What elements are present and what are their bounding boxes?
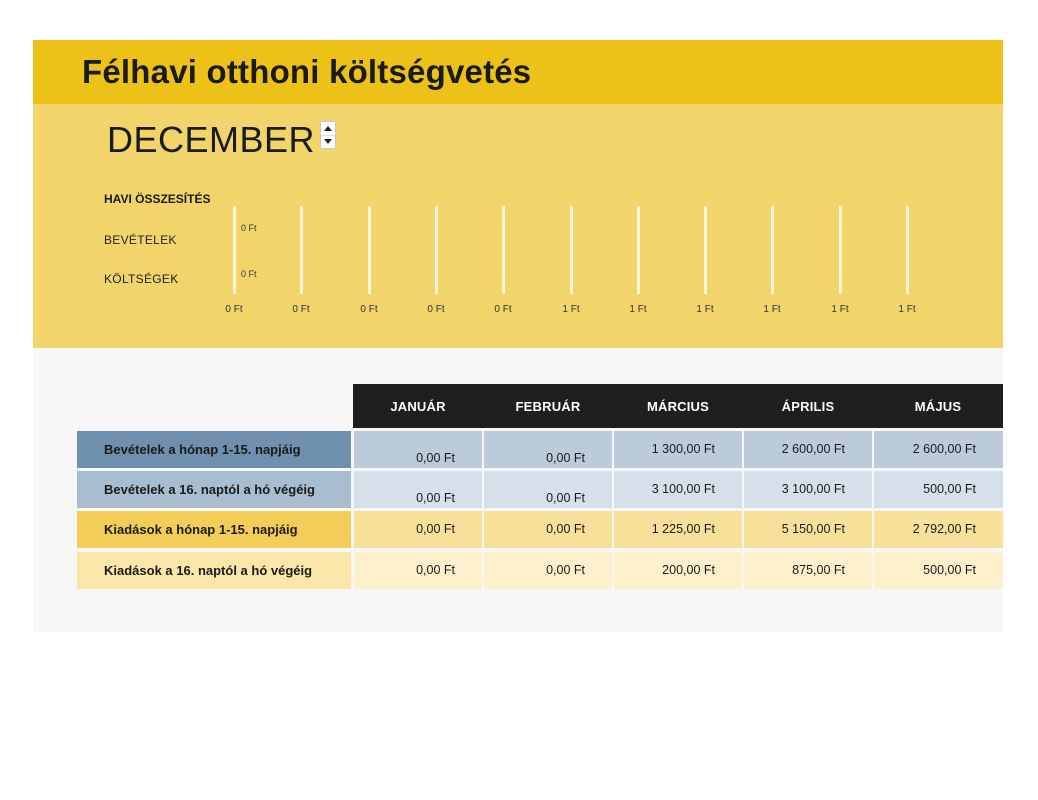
chevron-up-icon bbox=[324, 126, 332, 131]
axis-tick-label: 0 Ft bbox=[494, 304, 512, 315]
table-cell[interactable]: 0,00 Ft bbox=[354, 552, 482, 589]
table-cell[interactable]: 0,00 Ft bbox=[484, 511, 612, 548]
chart-gridline bbox=[368, 206, 371, 294]
chart-gridline bbox=[839, 206, 842, 294]
table-cell[interactable]: 875,00 Ft bbox=[744, 552, 872, 589]
table-cell[interactable]: 2 600,00 Ft bbox=[874, 431, 1003, 468]
table-cell[interactable]: 2 792,00 Ft bbox=[874, 511, 1003, 548]
chart-gridline bbox=[771, 206, 774, 294]
month-spinner[interactable] bbox=[320, 121, 336, 149]
axis-tick-label: 0 Ft bbox=[225, 304, 243, 315]
table-cell[interactable]: 2 600,00 Ft bbox=[744, 431, 872, 468]
row-label-income-first-half[interactable]: Bevételek a hónap 1-15. napjáig bbox=[77, 431, 351, 468]
table-cell[interactable]: 500,00 Ft bbox=[874, 552, 1003, 589]
summary-heading: HAVI ÖSSZESÍTÉS bbox=[104, 192, 211, 206]
chart-gridline bbox=[570, 206, 573, 294]
table-cell[interactable]: 0,00 Ft bbox=[484, 552, 612, 589]
row-label-expense-second-half[interactable]: Kiadások a 16. naptól a hó végéig bbox=[77, 552, 351, 589]
row-label-income-second-half[interactable]: Bevételek a 16. naptól a hó végéig bbox=[77, 471, 351, 508]
axis-tick-label: 0 Ft bbox=[360, 304, 378, 315]
axis-tick-label: 1 Ft bbox=[629, 304, 647, 315]
table-cell[interactable]: 1 225,00 Ft bbox=[614, 511, 742, 548]
title-bar bbox=[33, 40, 1003, 104]
spin-down-button[interactable] bbox=[321, 135, 335, 149]
table-cell[interactable]: 0,00 Ft bbox=[354, 431, 482, 468]
table-cell[interactable]: 0,00 Ft bbox=[484, 431, 612, 468]
chart-gridline bbox=[300, 206, 303, 294]
axis-tick-label: 0 Ft bbox=[292, 304, 310, 315]
table-cell[interactable]: 0,00 Ft bbox=[354, 471, 482, 508]
month-display: DECEMBER bbox=[107, 119, 316, 160]
income-bar-value: 0 Ft bbox=[241, 223, 257, 233]
table-cell[interactable]: 3 100,00 Ft bbox=[614, 471, 742, 508]
chart-gridline bbox=[637, 206, 640, 294]
chart-gridline bbox=[704, 206, 707, 294]
expense-bar-value: 0 Ft bbox=[241, 269, 257, 279]
axis-tick-label: 1 Ft bbox=[696, 304, 714, 315]
budget-sheet bbox=[33, 40, 1003, 632]
column-header-march: MÁRCIUS bbox=[613, 384, 743, 428]
axis-tick-label: 1 Ft bbox=[562, 304, 580, 315]
row-label-expense-first-half[interactable]: Kiadások a hónap 1-15. napjáig bbox=[77, 511, 351, 548]
axis-tick-label: 1 Ft bbox=[831, 304, 849, 315]
summary-label-expense: KÖLTSÉGEK bbox=[104, 272, 179, 286]
table-cell[interactable]: 1 300,00 Ft bbox=[614, 431, 742, 468]
column-header-january: JANUÁR bbox=[353, 384, 483, 428]
table-cell[interactable]: 5 150,00 Ft bbox=[744, 511, 872, 548]
chevron-down-icon bbox=[324, 139, 332, 144]
summary-label-income: BEVÉTELEK bbox=[104, 233, 177, 247]
axis-tick-label: 1 Ft bbox=[763, 304, 781, 315]
table-cell[interactable]: 500,00 Ft bbox=[874, 471, 1003, 508]
column-header-april: ÁPRILIS bbox=[743, 384, 873, 428]
column-header-may: MÁJUS bbox=[873, 384, 1003, 428]
column-header-february: FEBRUÁR bbox=[483, 384, 613, 428]
chart-gridline bbox=[435, 206, 438, 294]
table-cell[interactable]: 200,00 Ft bbox=[614, 552, 742, 589]
table-cell[interactable]: 0,00 Ft bbox=[484, 471, 612, 508]
monthly-summary-panel bbox=[33, 104, 1003, 348]
chart-gridline bbox=[502, 206, 505, 294]
chart-gridline bbox=[233, 206, 236, 294]
page-title: Félhavi otthoni költségvetés bbox=[82, 53, 532, 90]
table-cell[interactable]: 3 100,00 Ft bbox=[744, 471, 872, 508]
axis-tick-label: 1 Ft bbox=[898, 304, 916, 315]
spin-up-button[interactable] bbox=[321, 122, 335, 135]
chart-gridline bbox=[906, 206, 909, 294]
table-cell[interactable]: 0,00 Ft bbox=[354, 511, 482, 548]
axis-tick-label: 0 Ft bbox=[427, 304, 445, 315]
